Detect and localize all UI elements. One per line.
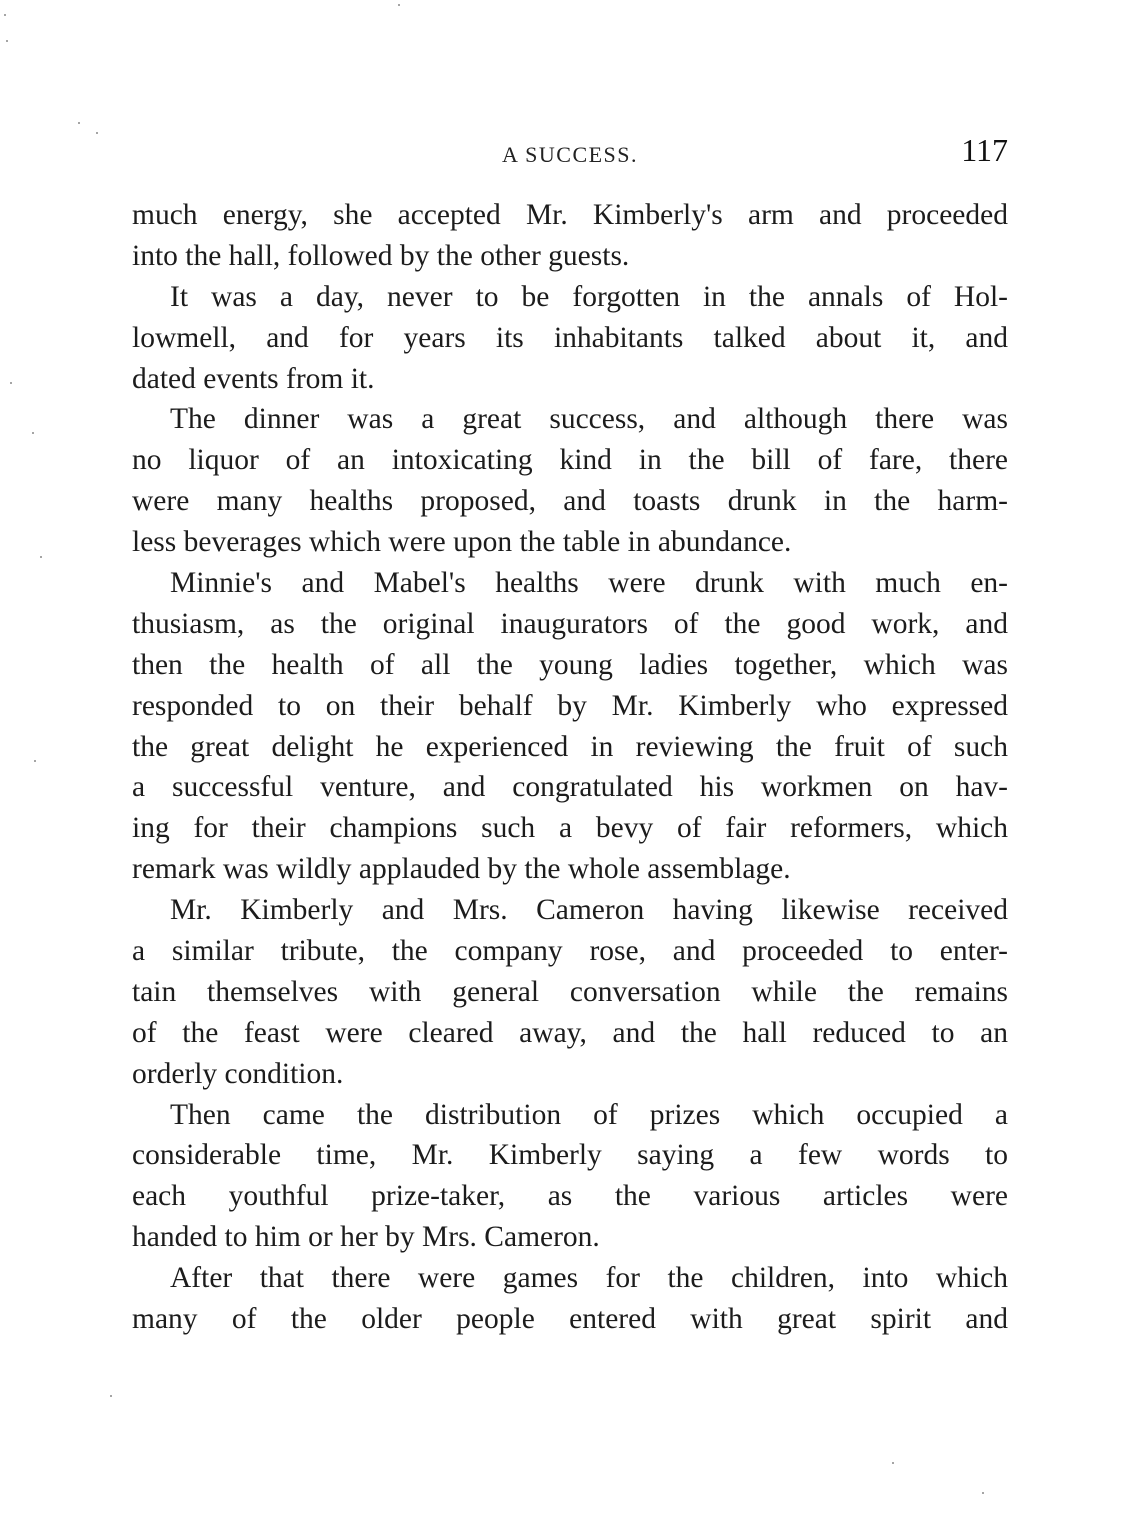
text-line: a similar tribute, the company rose, and proceeded to enter- [132,935,1008,968]
text-line: dated events from it. [132,362,375,395]
text-line: a successful venture, and congratulated his workmen on hav- [132,771,1008,804]
running-title: A SUCCESS. [501,142,639,167]
text-line: many of the older people entered with great spirit and [132,1303,1008,1336]
scan-speck [10,382,12,384]
text-line: thusiasm, as the original inaugurators of the good work, and [132,607,1008,640]
text-line: into the hall, followed by the other guests. [132,239,630,272]
text-line: The dinner was a great success, and although there was [170,403,1008,436]
scan-speck [892,1462,894,1464]
text-line: less beverages which were upon the table in abundance. [132,526,792,559]
text-line: much energy, she accepted Mr. Kimberly's arm and proceeded [132,199,1008,231]
text-line: orderly condition. [132,1057,344,1090]
scan-speck [398,4,400,6]
text-line: remark was wildly applauded by the whole assemblage. [132,853,791,886]
scan-speck [110,1395,112,1397]
scan-speck [4,14,6,16]
scan-speck [32,432,34,434]
text-line: of the feast were cleared away, and the hall reduced to an [132,1016,1008,1049]
text-line: Then came the distribution of prizes which occupied a [170,1098,1008,1131]
running-head [132,132,1008,176]
text-line: Minnie's and Mabel's healths were drunk with much en- [170,567,1008,600]
body-text [132,195,1008,1340]
scan-speck [40,556,42,558]
text-line: no liquor of an intoxicating kind in the bill of fare, there [132,444,1008,477]
text-line: were many healths proposed, and toasts drunk in the harm- [132,485,1008,518]
text-line: handed to him or her by Mrs. Cameron. [132,1221,600,1254]
scan-speck [34,760,36,762]
text-line: ing for their champions such a bevy of fair reformers, which [132,812,1008,845]
text-line: responded to on their behalf by Mr. Kimberly who expressed [132,689,1008,722]
text-line: Mr. Kimberly and Mrs. Cameron having likewise received [170,894,1008,927]
scan-speck [96,132,98,134]
text-line: After that there were games for the children, into which [170,1262,1008,1295]
text-line: considerable time, Mr. Kimberly saying a few words to [132,1139,1008,1172]
text-line: tain themselves with general conversation while the remains [132,975,1008,1008]
text-line: lowmell, and for years its inhabitants talked about it, and [132,321,1008,354]
text-line: the great delight he experienced in reviewing the fruit of such [132,730,1008,763]
text-line: then the health of all the young ladies together, which was [132,648,1008,681]
scan-speck [78,122,80,124]
text-line: It was a day, never to be forgotten in the annals of Hol- [170,280,1008,313]
page-number: 117 [961,132,1008,168]
scan-speck [6,40,8,42]
scan-speck [982,1492,984,1494]
text-line: each youthful prize-taker, as the various articles were [132,1180,1008,1213]
